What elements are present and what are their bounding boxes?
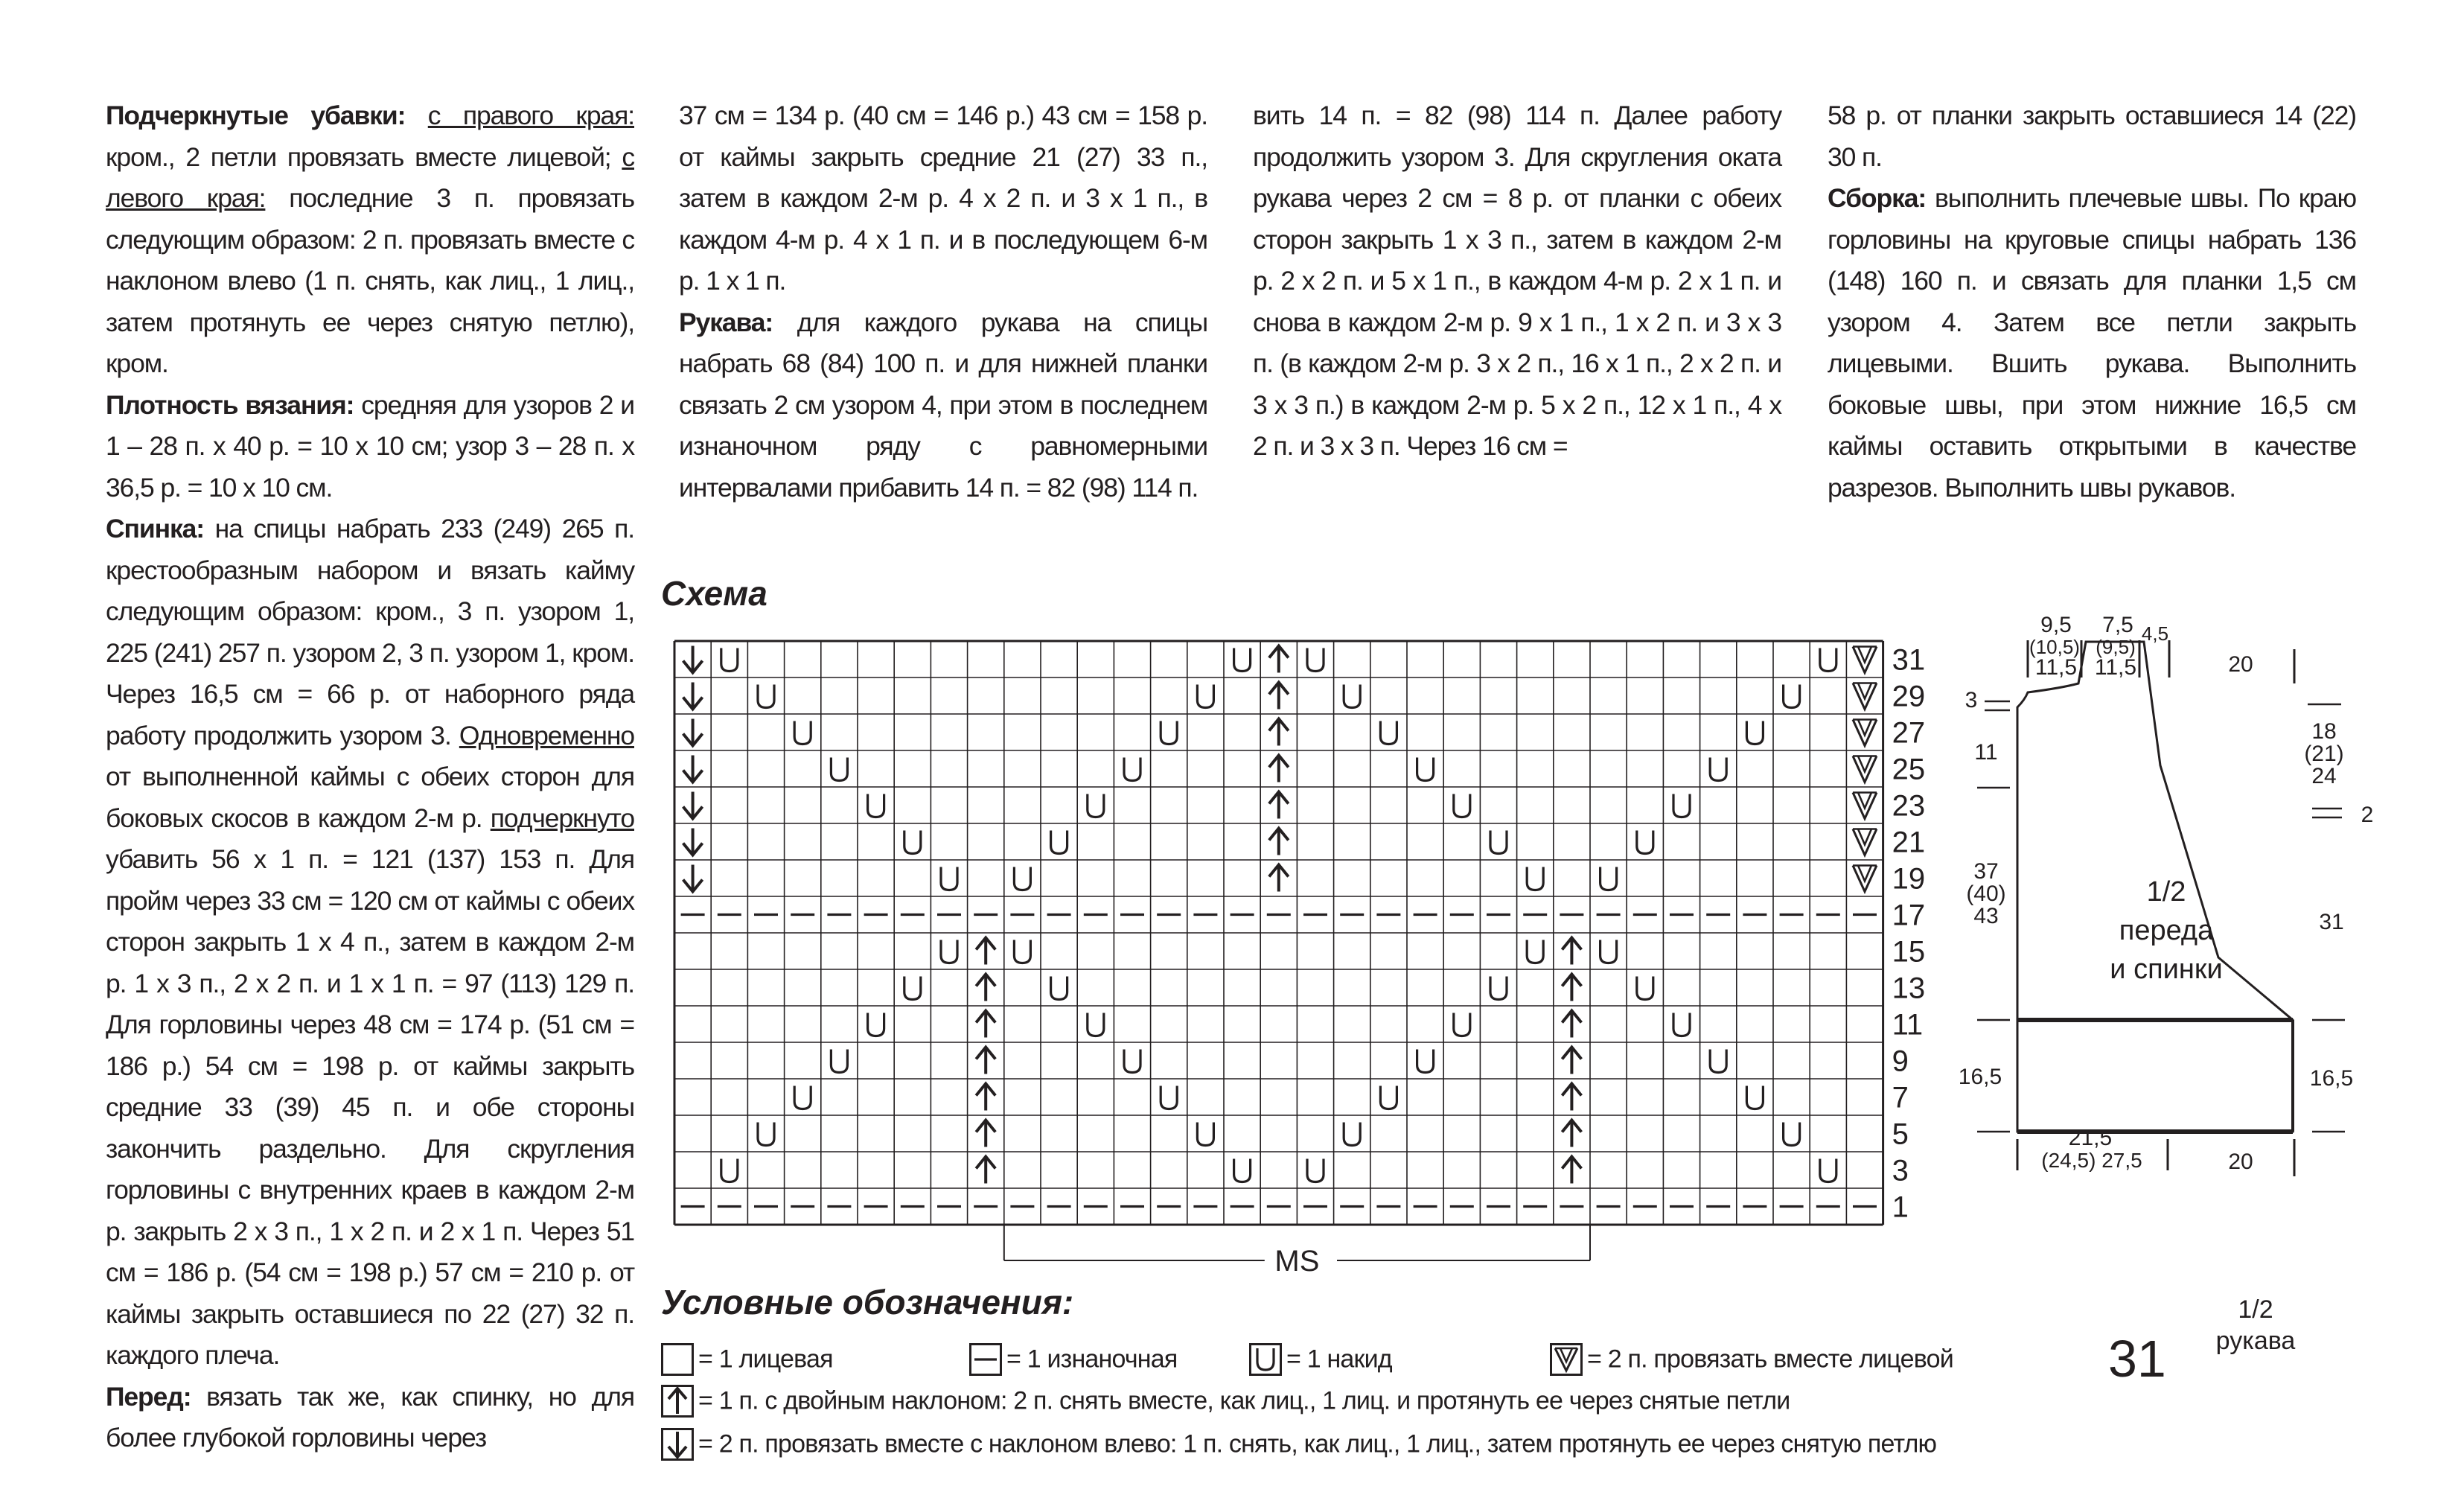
row-number-label: 21 xyxy=(1892,826,1926,859)
purl-symbol xyxy=(969,1343,1002,1376)
yarn-over-symbol xyxy=(1417,758,1434,781)
yarn-over-symbol xyxy=(1820,1159,1836,1182)
legend-text: = 2 п. провязать вместе с наклоном влево: 1 п. снять, как лиц., 1 лиц., затем протянуть ее через снятую петлю xyxy=(698,1429,1937,1458)
yarn-over-symbol xyxy=(1124,1050,1140,1073)
yarn-over-symbol xyxy=(1454,794,1470,817)
legend-text: = 1 лицевая xyxy=(698,1345,833,1374)
yarn-over-symbol xyxy=(1234,648,1251,672)
double-decrease-symbol xyxy=(661,1385,694,1418)
legend-item xyxy=(1550,1343,1953,1376)
yarn-over-symbol xyxy=(1417,1050,1434,1073)
measurement-label: 20 xyxy=(2228,652,2253,677)
yarn-over-symbol xyxy=(1161,1086,1177,1109)
measurement-label: 7,5 xyxy=(2102,613,2133,637)
legend-text: = 1 изнаночная xyxy=(1006,1345,1178,1374)
yarn-over-symbol xyxy=(941,940,957,963)
yarn-over-symbol xyxy=(758,1123,774,1146)
underlined-text: с левого края: xyxy=(106,141,634,213)
yarn-over-symbol xyxy=(794,1086,811,1109)
yarn-over-symbol xyxy=(1527,867,1543,890)
underlined-text: с правого края: xyxy=(427,101,635,130)
ms-label: MS xyxy=(1274,1245,1320,1278)
underlined-text: Одновременно xyxy=(459,720,634,750)
bold-heading: Сборка: xyxy=(1828,183,1927,213)
text-run: для каждого рукава на спицы набрать 68 (84) 100 п. и для нижней планки связать 2 см узором 4, при этом в последнем изнаночном ряду с равномерными интервалами прибавить 14 п. = 82 (98) 114 п. xyxy=(679,307,1207,503)
text-run: вить 14 п. = 82 (98) 114 п. Далее работу продолжить узором 3. Для скругления оката рукава через 2 см = 8 р. от планки с обеих сторон закрыть 1 х 3 п., затем в каждом 2-м р. 2 х 2 п. и 5 х 1 п., в каждом 4-м р. 2 х 1 п. и снова в каждом 2-м р. 9 х 1 п., 1 х 2 п. и 3 х 3 п. (в каждом 2-м р. 3 х 2 п., 16 х 1 п., 2 х 2 п. и 3 х 3 п.) в каждом 2-м р. 5 х 2 п., 12 х 1 п., 4 х 2 п. и 3 х 3 п. Через 16 см = xyxy=(1253,101,1781,461)
yarn-over-symbol xyxy=(1088,1013,1104,1036)
yarn-over-symbol xyxy=(1124,758,1140,781)
yarn-over-symbol xyxy=(1490,977,1507,1000)
row-number-label: 29 xyxy=(1892,680,1926,713)
yarn-over-symbol xyxy=(941,867,957,890)
underlined-text: подчеркнуто xyxy=(490,803,634,833)
yarn-over-symbol xyxy=(1197,1123,1213,1146)
yarn-over-symbol xyxy=(1454,1013,1470,1036)
legend-text: = 1 п. с двойным наклоном: 2 п. снять вместе, как лиц., 1 лиц. и протянуть ее через снятые петли xyxy=(698,1386,1790,1415)
k2tog-symbol xyxy=(1853,756,1877,782)
knitting-chart xyxy=(670,637,2010,1292)
legend-text: = 1 накид xyxy=(1286,1345,1392,1374)
yarn-over-symbol xyxy=(1051,977,1067,1000)
k2tog-symbol xyxy=(1853,866,1877,892)
text-run: кром., 2 петли провязать вместе лицевой; xyxy=(106,141,622,172)
text-column-2 xyxy=(679,95,1207,508)
yarn-over-symbol xyxy=(1673,794,1690,817)
text-column-1 xyxy=(106,95,634,1459)
paragraph xyxy=(106,508,634,1377)
row-number-label: 17 xyxy=(1892,899,1926,932)
measurement-label: (40) xyxy=(1966,881,2006,906)
paragraph xyxy=(1828,95,2356,178)
pattern-schematic xyxy=(1950,596,2442,1370)
yarn-over-symbol xyxy=(1344,1123,1360,1146)
yarn-over-symbol xyxy=(1710,758,1726,781)
sleeve-label: рукава xyxy=(2215,1327,2296,1355)
measurement-label: 11,5 xyxy=(2034,655,2078,680)
yarn-over-symbol xyxy=(721,648,738,672)
measurement-label: 4,5 xyxy=(2141,622,2169,645)
text-column-4 xyxy=(1828,95,2356,508)
yarn-over-symbol xyxy=(1307,648,1324,672)
k2tog-symbol xyxy=(1853,720,1877,746)
yarn-over-symbol xyxy=(1249,1343,1282,1376)
sleeve-label: 1/2 xyxy=(2238,1295,2273,1324)
measurement-label: 18 xyxy=(2311,719,2337,744)
yarn-over-symbol xyxy=(868,1013,884,1036)
measurement-label: 11,5 xyxy=(2094,655,2137,680)
yarn-over-symbol xyxy=(1307,1159,1324,1182)
yarn-over-symbol xyxy=(1600,940,1617,963)
paragraph xyxy=(106,1377,634,1459)
text-run: средняя для узоров 2 и 1 – 28 п. х 40 р. = 10 х 10 см; узор 3 – 28 п. х 36,5 р. = 10 х 10 см. xyxy=(106,389,634,503)
yarn-over-symbol xyxy=(1197,685,1213,708)
paragraph xyxy=(1253,95,1781,468)
yarn-over-symbol xyxy=(794,721,811,744)
yarn-over-symbol xyxy=(1637,831,1653,854)
text-run: 37 см = 134 р. (40 см = 146 р.) 43 см = 158 р. от каймы закрыть средние 21 (27) 33 п., затем в каждом 2-м р. 4 х 2 п. и 3 х 1 п., в каждом 4-м р. 4 х 1 п. и в последующем 6-м р. 1 х 1 п. xyxy=(679,101,1207,296)
k2tog-symbol xyxy=(1853,793,1877,819)
text-run xyxy=(405,101,427,130)
row-number-label: 19 xyxy=(1892,862,1926,896)
row-number-label: 9 xyxy=(1892,1045,1909,1078)
yarn-over-symbol xyxy=(1600,867,1617,890)
measurement-label: (10,5) xyxy=(2029,636,2080,658)
bold-heading: Подчеркнутые убавки: xyxy=(106,101,406,130)
yarn-over-symbol xyxy=(1490,831,1507,854)
yarn-over-symbol xyxy=(1784,685,1800,708)
body-label: и спинки xyxy=(2110,954,2223,985)
yarn-over-symbol xyxy=(1234,1159,1251,1182)
measurement-label: 37 xyxy=(1973,859,1999,884)
row-number-label: 25 xyxy=(1892,753,1926,786)
yarn-over-symbol xyxy=(1746,721,1763,744)
paragraph xyxy=(1828,178,2356,508)
yarn-over-symbol xyxy=(868,794,884,817)
bold-heading: Плотность вязания: xyxy=(106,389,354,420)
measurement-label: (24,5) 27,5 xyxy=(2041,1149,2142,1172)
yarn-over-symbol xyxy=(1344,685,1360,708)
row-number-label: 31 xyxy=(1892,643,1926,677)
text-run: вязать так же, как спинку, но для более глубокой горловины через xyxy=(106,1381,634,1453)
row-number-label: 11 xyxy=(1892,1008,1924,1042)
paragraph xyxy=(106,95,634,385)
measurement-label: 11 xyxy=(1974,740,1998,765)
k2tog-symbol xyxy=(1853,829,1877,855)
measurement-label: 31 xyxy=(2319,910,2344,934)
row-number-label: 7 xyxy=(1892,1081,1909,1115)
measurement-label: 2 xyxy=(2361,803,2374,827)
row-number-label: 1 xyxy=(1892,1190,1909,1224)
text-column-3 xyxy=(1253,95,1781,468)
body-label: переда xyxy=(2119,915,2214,946)
yarn-over-symbol xyxy=(1161,721,1177,744)
yarn-over-symbol xyxy=(1527,940,1543,963)
bold-heading: Рукава: xyxy=(679,307,773,337)
yarn-over-symbol xyxy=(1820,648,1836,672)
yarn-over-symbol xyxy=(1746,1086,1763,1109)
legend-item xyxy=(661,1385,1790,1418)
row-number-label: 5 xyxy=(1892,1117,1909,1151)
paragraph xyxy=(106,385,634,509)
yarn-over-symbol xyxy=(904,977,921,1000)
yarn-over-symbol xyxy=(1710,1050,1726,1073)
paragraph xyxy=(679,302,1207,509)
left-decrease-symbol xyxy=(661,1428,694,1461)
measurement-label: 16,5 xyxy=(2309,1066,2354,1091)
paragraph xyxy=(679,95,1207,302)
legend-item xyxy=(661,1428,1936,1461)
text-run: последние 3 п. провязать следующим образом: 2 п. провязать вместе с наклоном влево (1 п. снять, как лиц., 1 лиц., затем протянуть ее через снятую петлю), кром. xyxy=(106,183,634,378)
body-label: 1/2 xyxy=(2146,876,2186,908)
yarn-over-symbol xyxy=(1673,1013,1690,1036)
row-number-label: 23 xyxy=(1892,789,1926,823)
measurement-label: 24 xyxy=(2311,764,2337,788)
row-number-label: 13 xyxy=(1892,972,1926,1005)
yarn-over-symbol xyxy=(758,685,774,708)
yarn-over-symbol xyxy=(1014,940,1030,963)
row-number-label: 3 xyxy=(1892,1154,1909,1187)
measurement-label: 43 xyxy=(1973,904,1999,928)
measurement-label: (9,5) xyxy=(2096,636,2136,658)
k2tog-symbol xyxy=(1853,683,1877,710)
k2tog-symbol xyxy=(1853,647,1877,673)
measurement-label: 3 xyxy=(1965,688,1978,712)
measurement-label: 16,5 xyxy=(1958,1065,2002,1089)
measurement-label: 9,5 xyxy=(2040,613,2072,637)
bold-heading: Спинка: xyxy=(106,514,204,543)
text-run: убавить 56 х 1 п. = 121 (137) 153 п. Для пройм через 33 см = 120 см от каймы с обеих сторон закрыть 1 х 4 п., затем в каждом 2-м р. 1 х 3 п., 2 х 2 п. и 1 х 1 п. = 97 (113) 129 п. Для горловины через 48 см = 174 р. (51 см = 186 р.) 54 см = 198 р. от каймы закрыть средние 33 (39) 45 п. и обе стороны закончить раздельно. Для скругления горловины с внутренних краев в каждом 2-м р. закрыть 2 х 3 п., 1 х 2 п. и 2 х 1 п. Через 51 см = 186 р. (54 см = 198 р.) 57 см = 210 р. от каймы закрыть оставшиеся по 22 (27) 32 п. каждого плеча. xyxy=(106,844,634,1370)
text-run: от выполненной каймы с обеих сторон для боковых скосов в каждом 2-м р. xyxy=(106,762,634,833)
page-number: 31 xyxy=(2108,1330,2166,1388)
yarn-over-symbol xyxy=(1380,721,1397,744)
row-number-label: 15 xyxy=(1892,935,1926,969)
legend-title: Условные обозначения: xyxy=(661,1283,1074,1321)
yarn-over-symbol xyxy=(1088,794,1104,817)
yarn-over-symbol xyxy=(831,1050,847,1073)
yarn-over-symbol xyxy=(831,758,847,781)
legend-item xyxy=(1249,1343,1392,1376)
legend-text: = 2 п. провязать вместе лицевой xyxy=(1587,1345,1953,1374)
bold-heading: Перед: xyxy=(106,1381,191,1412)
measurement-label: 21,5 xyxy=(2068,1126,2113,1150)
yarn-over-symbol xyxy=(1784,1123,1800,1146)
yarn-over-symbol xyxy=(1637,977,1653,1000)
yarn-over-symbol xyxy=(721,1159,738,1182)
measurement-label: (21) xyxy=(2304,742,2344,766)
yarn-over-symbol xyxy=(1051,831,1067,854)
yarn-over-symbol xyxy=(1380,1086,1397,1109)
row-number-label: 27 xyxy=(1892,716,1926,750)
text-run: на спицы набрать 233 (249) 265 п. крестообразным набором и вязать кайму следующим образом: кром., 3 п. узором 1, 225 (241) 257 п. узором 2, 3 п. узором 1, кром. Через 16,5 см = 66 р. от наборного ряда работу продолжить узором 3. xyxy=(106,514,634,750)
legend-item xyxy=(661,1343,833,1376)
measurement-label: 20 xyxy=(2228,1150,2253,1174)
knit-symbol xyxy=(661,1343,694,1376)
yarn-over-symbol xyxy=(904,831,921,854)
legend-item xyxy=(969,1343,1177,1376)
text-run: 58 р. от планки закрыть оставшиеся 14 (22) 30 п. xyxy=(1828,101,2356,172)
scheme-title: Схема xyxy=(661,574,767,613)
k2tog-symbol xyxy=(1550,1343,1583,1376)
text-run: выполнить плечевые швы. По краю горловины на круговые спицы набрать 136 (148) 160 п. и связать для планки 1,5 см узором 4. Затем все петли закрыть лицевыми. Вшить рукава. Выполнить боковые швы, при этом нижние 16,5 см каймы оставить открытыми в качестве разрезов. Выполнить швы рукавов. xyxy=(1828,183,2356,503)
yarn-over-symbol xyxy=(1014,867,1030,890)
